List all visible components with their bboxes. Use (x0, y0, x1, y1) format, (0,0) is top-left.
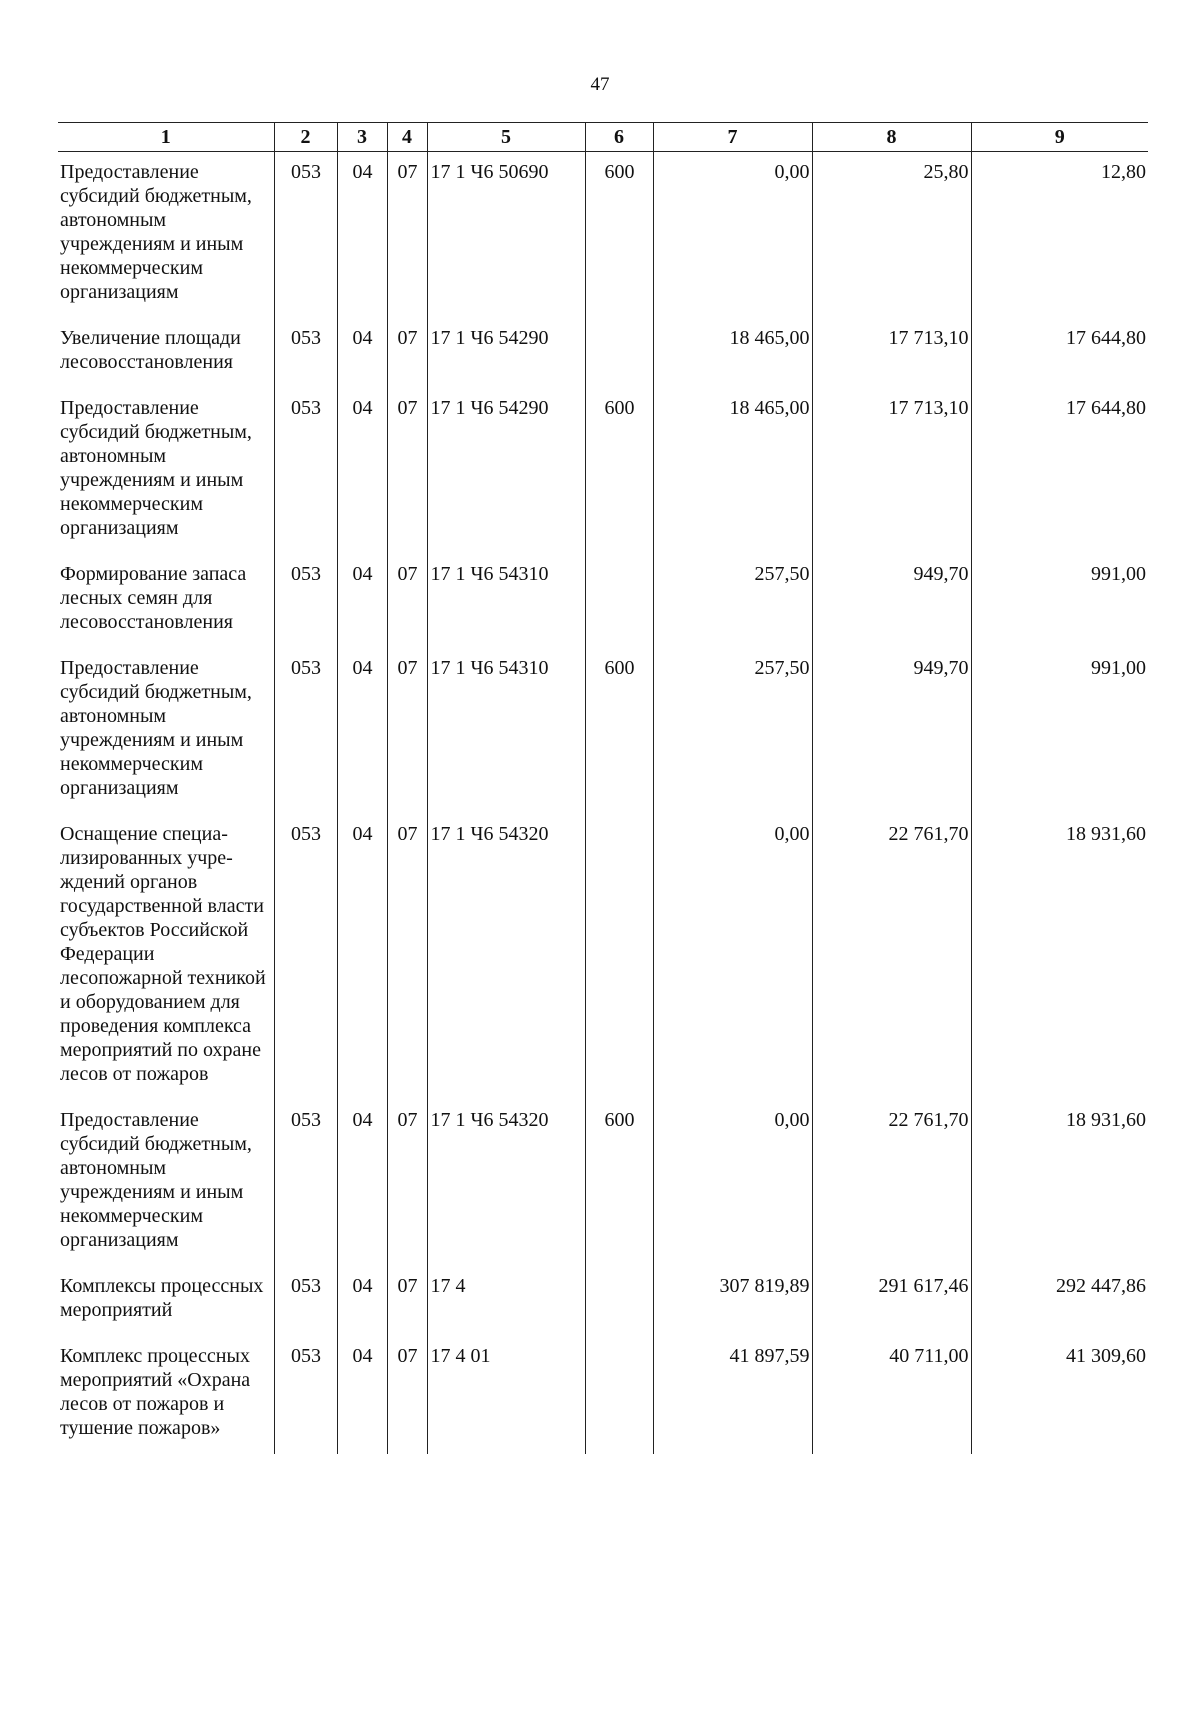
section-code: 04 (337, 388, 387, 554)
target-article-code: 17 1 Ч6 54310 (427, 554, 585, 648)
table-row (58, 318, 1148, 388)
table-row (58, 554, 1148, 648)
admin-code: 053 (274, 648, 337, 814)
budget-table-container (58, 122, 1148, 1454)
header-col-4: 4 (387, 123, 427, 152)
amount-col-8: 22 761,70 (812, 814, 971, 1100)
header-col-9: 9 (971, 123, 1148, 152)
table-row (58, 1336, 1148, 1454)
amount-col-8: 25,80 (812, 152, 971, 319)
target-article-code: 17 1 Ч6 54320 (427, 1100, 585, 1266)
header-col-1: 1 (58, 123, 274, 152)
amount-col-8: 17 713,10 (812, 388, 971, 554)
table-row (58, 648, 1148, 814)
row-name: Формирование запаса лесных семян для лесовосстановления (60, 563, 247, 633)
subsection-code: 07 (387, 152, 427, 319)
target-article-code: 17 4 (427, 1266, 585, 1336)
section-code: 04 (337, 1336, 387, 1454)
section-code: 04 (337, 554, 387, 648)
row-name: Оснащение специализированных учреждений органов государственной власти субъектов Российской Федерации лесопожарной техникой и оборудованием для проведения комплекса мероприятий по охране лесов от пожаров (60, 823, 266, 1085)
subsection-code: 07 (387, 648, 427, 814)
amount-col-9: 991,00 (971, 648, 1148, 814)
table-row (58, 1266, 1148, 1336)
section-code: 04 (337, 318, 387, 388)
page-number: 47 (590, 74, 610, 95)
amount-col-7: 0,00 (653, 152, 812, 319)
table-row (58, 814, 1148, 1100)
section-code: 04 (337, 1100, 387, 1266)
section-code: 04 (337, 648, 387, 814)
row-name: Предоставление субсидий бюджетным, автономным учреждениям и иным некоммерческим организациям (60, 657, 252, 799)
section-code: 04 (337, 814, 387, 1100)
target-article-code: 17 1 Ч6 50690 (427, 152, 585, 319)
expense-type-code (585, 318, 653, 388)
amount-col-8: 40 711,00 (812, 1336, 971, 1454)
admin-code: 053 (274, 1266, 337, 1336)
amount-col-9: 18 931,60 (971, 814, 1148, 1100)
admin-code: 053 (274, 814, 337, 1100)
budget-table (58, 122, 1148, 1454)
header-row (58, 123, 1148, 152)
expense-type-code (585, 1266, 653, 1336)
table-row (58, 388, 1148, 554)
target-article-code: 17 1 Ч6 54320 (427, 814, 585, 1100)
expense-type-code (585, 1336, 653, 1454)
admin-code: 053 (274, 318, 337, 388)
row-name: Предоставление субсидий бюджетным, автономным учреждениям и иным некоммерческим организациям (60, 161, 252, 303)
subsection-code: 07 (387, 388, 427, 554)
amount-col-8: 949,70 (812, 554, 971, 648)
amount-col-9: 991,00 (971, 554, 1148, 648)
target-article-code: 17 1 Ч6 54290 (427, 318, 585, 388)
amount-col-7: 18 465,00 (653, 318, 812, 388)
row-name: Предоставление субсидий бюджетным, автономным учреждениям и иным некоммерческим организациям (60, 397, 252, 539)
admin-code: 053 (274, 554, 337, 648)
row-name: Комплексы процессных мероприятий (60, 1275, 264, 1321)
subsection-code: 07 (387, 554, 427, 648)
subsection-code: 07 (387, 1266, 427, 1336)
amount-col-7: 0,00 (653, 1100, 812, 1266)
header-col-5: 5 (427, 123, 585, 152)
row-name: Предоставление субсидий бюджетным, автономным учреждениям и иным некоммерческим организациям (60, 1109, 252, 1251)
amount-col-9: 17 644,80 (971, 318, 1148, 388)
expense-type-code (585, 814, 653, 1100)
table-row (58, 152, 1148, 319)
amount-col-8: 291 617,46 (812, 1266, 971, 1336)
row-name: Комплекс процессных мероприятий «Охрана лесов от пожаров и тушение пожаров» (60, 1345, 251, 1439)
section-code: 04 (337, 1266, 387, 1336)
amount-col-8: 17 713,10 (812, 318, 971, 388)
subsection-code: 07 (387, 1336, 427, 1454)
amount-col-7: 257,50 (653, 648, 812, 814)
expense-type-code: 600 (585, 388, 653, 554)
table-body (58, 152, 1148, 1455)
target-article-code: 17 1 Ч6 54310 (427, 648, 585, 814)
admin-code: 053 (274, 152, 337, 319)
admin-code: 053 (274, 388, 337, 554)
expense-type-code: 600 (585, 1100, 653, 1266)
section-code: 04 (337, 152, 387, 319)
amount-col-7: 307 819,89 (653, 1266, 812, 1336)
header-col-7: 7 (653, 123, 812, 152)
amount-col-7: 257,50 (653, 554, 812, 648)
amount-col-7: 41 897,59 (653, 1336, 812, 1454)
expense-type-code (585, 554, 653, 648)
amount-col-9: 292 447,86 (971, 1266, 1148, 1336)
amount-col-9: 12,80 (971, 152, 1148, 319)
admin-code: 053 (274, 1336, 337, 1454)
subsection-code: 07 (387, 814, 427, 1100)
amount-col-7: 18 465,00 (653, 388, 812, 554)
subsection-code: 07 (387, 318, 427, 388)
table-row (58, 1100, 1148, 1266)
target-article-code: 17 1 Ч6 54290 (427, 388, 585, 554)
amount-col-9: 17 644,80 (971, 388, 1148, 554)
subsection-code: 07 (387, 1100, 427, 1266)
header-col-6: 6 (585, 123, 653, 152)
expense-type-code: 600 (585, 152, 653, 319)
table-header (58, 123, 1148, 152)
admin-code: 053 (274, 1100, 337, 1266)
amount-col-9: 18 931,60 (971, 1100, 1148, 1266)
header-col-8: 8 (812, 123, 971, 152)
amount-col-7: 0,00 (653, 814, 812, 1100)
amount-col-8: 22 761,70 (812, 1100, 971, 1266)
target-article-code: 17 4 01 (427, 1336, 585, 1454)
expense-type-code: 600 (585, 648, 653, 814)
amount-col-8: 949,70 (812, 648, 971, 814)
header-col-2: 2 (274, 123, 337, 152)
amount-col-9: 41 309,60 (971, 1336, 1148, 1454)
header-col-3: 3 (337, 123, 387, 152)
row-name: Увеличение площади лесовосстановления (60, 327, 241, 373)
